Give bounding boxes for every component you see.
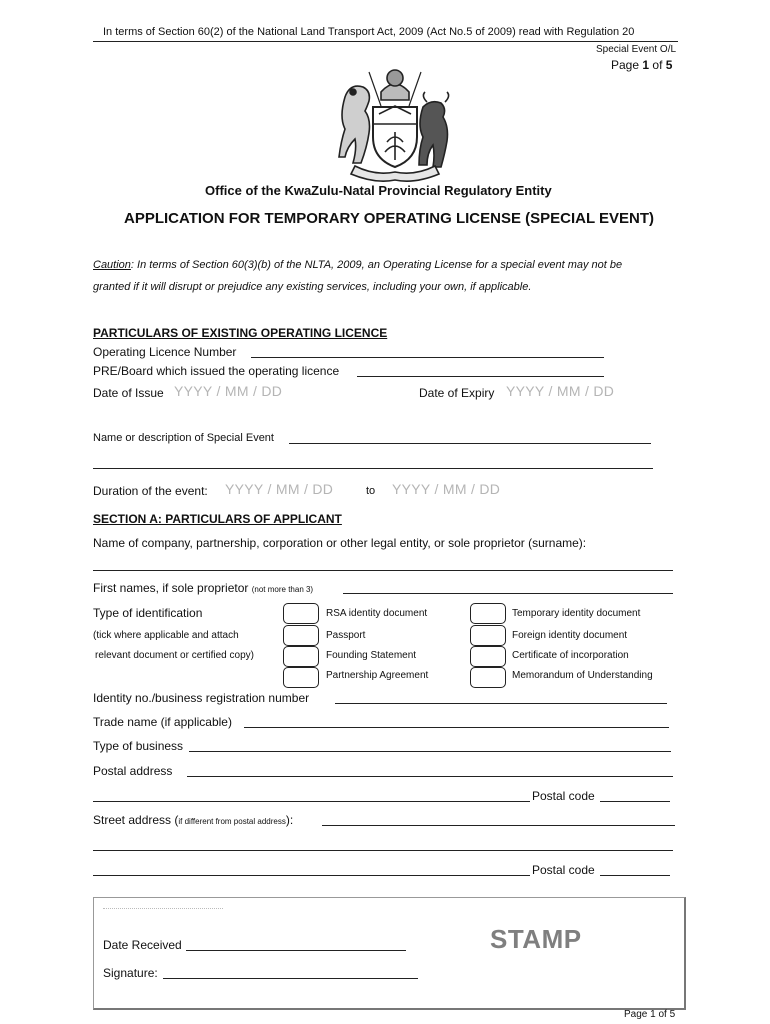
duration-label: Duration of the event: — [93, 484, 208, 498]
regulation-header: In terms of Section 60(2) of the National Land Transport Act, 2009 (Act No.5 of 2009) read with Regulation 20 — [103, 26, 635, 38]
page-title: APPLICATION FOR TEMPORARY OPERATING LICENSE (SPECIAL EVENT) — [124, 210, 655, 227]
duration-to-field[interactable]: YYYY / MM / DD — [392, 481, 501, 497]
signature-label: Signature: — [103, 966, 158, 980]
licence-number-field[interactable] — [251, 357, 604, 358]
trade-name-field[interactable] — [244, 727, 669, 728]
licence-number-label: Operating Licence Number — [93, 345, 237, 359]
rsa-id-checkbox[interactable] — [283, 603, 319, 624]
street-address-label: Street address (if different from postal address): — [93, 813, 294, 827]
section-a-heading: SECTION A: PARTICULARS OF APPLICANT — [93, 512, 342, 526]
option-partnership-agreement: Partnership Agreement — [326, 670, 429, 681]
event-name-label: Name or description of Special Event — [93, 432, 274, 444]
memorandum-checkbox[interactable] — [470, 667, 506, 688]
option-rsa-id: RSA identity document — [326, 608, 428, 619]
form-code: Special Event O/L — [596, 44, 677, 55]
id-type-label: Type of identification — [93, 606, 203, 620]
page-footer: Page 1 of 5 — [624, 1009, 676, 1020]
pre-board-field[interactable] — [357, 376, 604, 377]
office-use-faint-heading — [103, 908, 223, 911]
identity-no-label: Identity no./business registration number — [93, 691, 310, 705]
postal-code-label: Postal code — [532, 789, 595, 803]
date-expiry-label: Date of Expiry — [419, 386, 495, 400]
business-type-label: Type of business — [93, 739, 184, 753]
street-address-field[interactable] — [322, 825, 675, 826]
street-address-field-2[interactable] — [93, 850, 673, 851]
company-name-label: Name of company, partnership, corporation or other legal entity, or sole proprietor (surname): — [93, 536, 587, 550]
business-type-field[interactable] — [189, 751, 671, 752]
header-divider — [93, 41, 678, 42]
identity-no-field[interactable] — [335, 703, 667, 704]
founding-statement-checkbox[interactable] — [283, 646, 319, 667]
coat-of-arms-emblem — [335, 62, 455, 182]
duration-from-field[interactable]: YYYY / MM / DD — [225, 481, 334, 497]
caution-line-2: granted if it will disrupt or prejudice any existing services, including your own, if applicable. — [93, 281, 532, 293]
postal-code-field[interactable] — [600, 801, 670, 802]
postal-address-label: Postal address — [93, 764, 173, 778]
stamp-label: STAMP — [490, 924, 582, 954]
option-passport: Passport — [326, 630, 366, 641]
street-postal-code-label: Postal code — [532, 863, 595, 877]
partnership-agreement-checkbox[interactable] — [283, 667, 319, 688]
first-names-label: First names, if sole proprietor (not more than 3) — [93, 581, 314, 595]
date-received-field[interactable] — [186, 950, 406, 951]
signature-field[interactable] — [163, 978, 418, 979]
option-foreign-id: Foreign identity document — [512, 630, 628, 641]
street-address-field-3[interactable] — [93, 875, 530, 876]
date-issue-field[interactable]: YYYY / MM / DD — [174, 383, 283, 399]
id-note-1: (tick where applicable and attach — [93, 630, 239, 641]
event-name-field[interactable] — [289, 443, 651, 444]
option-memorandum: Memorandum of Understanding — [512, 670, 653, 681]
office-use-box — [93, 897, 686, 1010]
first-names-field[interactable] — [343, 593, 673, 594]
date-expiry-field[interactable]: YYYY / MM / DD — [506, 383, 615, 399]
caution-line-1: Caution: In terms of Section 60(3)(b) of the NLTA, 2009, an Operating License for a special event may not be — [93, 259, 623, 271]
option-certificate-incorporation: Certificate of incorporation — [512, 650, 629, 661]
passport-checkbox[interactable] — [283, 625, 319, 646]
company-name-field[interactable] — [93, 570, 673, 571]
postal-address-field-2[interactable] — [93, 801, 530, 802]
option-founding-statement: Founding Statement — [326, 650, 417, 661]
certificate-incorporation-checkbox[interactable] — [470, 646, 506, 667]
option-temporary-id: Temporary identity document — [512, 608, 641, 619]
foreign-id-checkbox[interactable] — [470, 625, 506, 646]
pre-board-label: PRE/Board which issued the operating licence — [93, 364, 340, 378]
temporary-id-checkbox[interactable] — [470, 603, 506, 624]
street-postal-code-field[interactable] — [600, 875, 670, 876]
office-title: Office of the KwaZulu-Natal Provincial Regulatory Entity — [205, 183, 552, 198]
date-issue-label: Date of Issue — [93, 386, 164, 400]
id-note-2: relevant document or certified copy) — [95, 650, 254, 661]
trade-name-label: Trade name (if applicable) — [93, 715, 232, 729]
postal-address-field[interactable] — [187, 776, 673, 777]
duration-to-label: to — [366, 485, 376, 497]
date-received-label: Date Received — [103, 938, 182, 952]
event-name-field-2[interactable] — [93, 468, 653, 469]
page-indicator: Page 1 of 5 — [611, 58, 673, 72]
existing-licence-heading: PARTICULARS OF EXISTING OPERATING LICENCE — [93, 326, 388, 340]
